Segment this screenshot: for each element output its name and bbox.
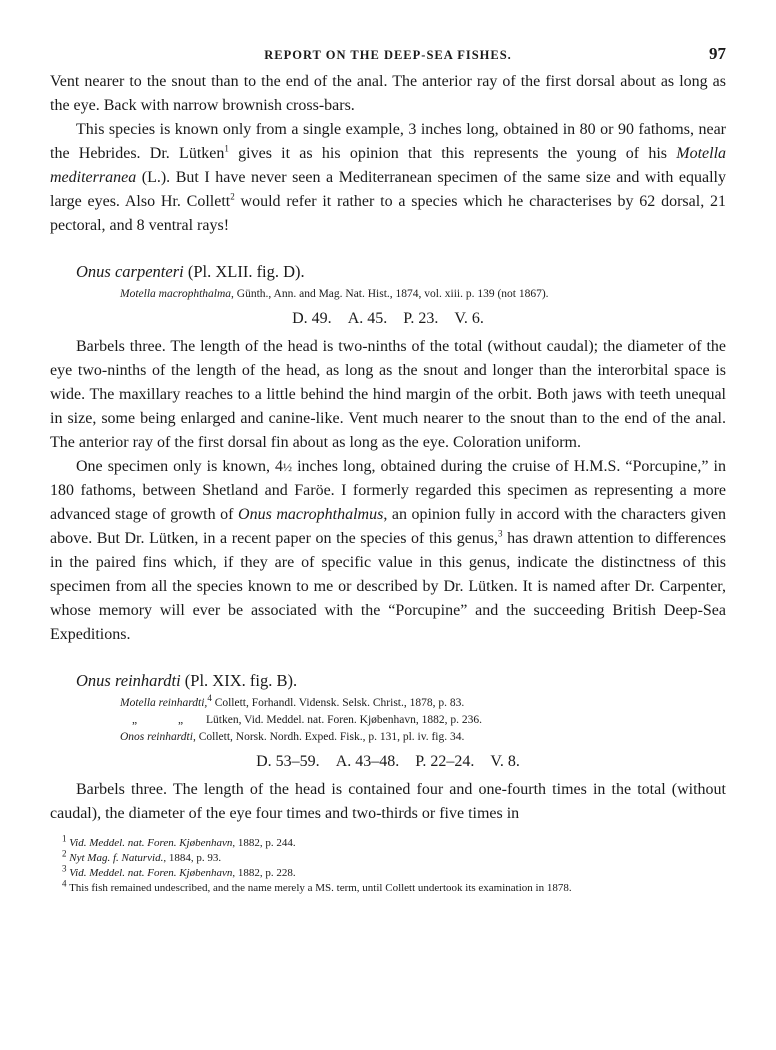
synonymy-line: Motella reinhardti,$^4$ Collett, Forhandl. Vidensk. Selsk. Christ., 1878, p. 83. xyxy=(120,693,465,709)
paragraph-specimen-carpenteri: One specimen only is known, 4½ inches long, obtained during the cruise of H.M.S. “Porcupine,” in 180 fathoms, between Shetland and Faröe. I formerly regarded this specimen as representing a more advanced stage of growth of Onus macrophthalmus, an opinion fully in accord with the characters given above. But Dr. Lütken, in a recent paper on the species of this genus,$^3$ has drawn attention to differences in the paired fins which, if they are of specific value in this genus, indicate the distinctness of this specimen from all the species known to me or described by Dr. Lütken. It is named after Dr. Carpenter, whose memory will ever be associated with the “Porcupine” and the succeeding British Deep-Sea Expeditions. xyxy=(50,458,727,643)
footnote-ref-4[interactable]: 4 xyxy=(207,693,212,704)
synonymy-line: Onos reinhardti, Collett, Norsk. Nordh. Exped. Fisk., p. 131, pl. iv. fig. 34. xyxy=(120,731,465,743)
running-title: REPORT ON THE DEEP-SEA FISHES. xyxy=(264,48,512,62)
fin-formula: D. 53–59. A. 43–48. P. 22–24. V. 8. xyxy=(256,753,520,770)
footnote-ref-1[interactable]: 1 xyxy=(224,143,229,154)
footnote-ref-3[interactable]: 3 xyxy=(498,528,503,539)
species-name: Onus macrophthalmus xyxy=(238,506,384,523)
synonymy-line: Motella macrophthalma, Günth., Ann. and Mag. Nat. Hist., 1874, vol. xiii. p. 139 (not 1867). xyxy=(120,288,549,300)
species-heading-carpenteri: Onus carpenteri (Pl. XLII. fig. D). xyxy=(76,262,305,281)
species-name: Motella mediterranea xyxy=(50,145,727,186)
paragraph-hebrides: This species is known only from a single example, 3 inches long, obtained in 80 or 90 fathoms, near the Hebrides. Dr. Lütken$^1$ gives it as his opinion that this represents the young of his Motella mediterranea (L.). But I have never seen a Mediterranean specimen of the same size and with equally large eyes. Also Hr. Collett$^2$ would refer it rather to a species which he characterises by 62 dorsal, 21 pectoral, and 8 ventral rays! xyxy=(50,121,727,234)
footnote-ref-2[interactable]: 2 xyxy=(230,191,235,202)
page-number: 97 xyxy=(709,44,726,63)
paragraph-description-carpenteri: Barbels three. The length of the head is two-ninths of the total (without caudal); the diameter of the eye two-ninths of the length of the head, as long as the snout and longer than the interorbital space is wide. The maxillary reaches to a little behind the hind margin of the orbit. Both jaws with teeth unequal in size, some being enlarged and canine-like. Vent much nearer to the snout than to the end of the anal. The anterior ray of the first dorsal fin about as long as the eye. Coloration uniform. xyxy=(50,338,726,451)
fin-formula: D. 49. A. 45. P. 23. V. 6. xyxy=(292,310,484,327)
paragraph-continued: Vent nearer to the snout than to the end of the anal. The anterior ray of the first dorsal about as long as the eye. Back with narrow brownish cross-bars. xyxy=(50,73,726,114)
paragraph-description-reinhardti: Barbels three. The length of the head is contained four and one-fourth times in the total (without caudal), the diameter of the eye four times and two-thirds or five times in xyxy=(50,781,726,822)
footnote: $^3$ Vid. Meddel. nat. Foren. Kjøbenhavn, 1882, p. 228. xyxy=(62,863,296,879)
footnote: $^1$ Vid. Meddel. nat. Foren. Kjøbenhavn, 1882, p. 244. xyxy=(62,833,296,849)
page xyxy=(50,40,726,896)
footnote: $^4$ This fish remained undescribed, and the name merely a MS. term, until Collett undertook its examination in 1878. xyxy=(62,878,572,894)
species-heading-reinhardti: Onus reinhardti (Pl. XIX. fig. B). xyxy=(76,671,298,690)
footnotes xyxy=(50,833,726,896)
synonymy-line: „ „ Lütken, Vid. Meddel. nat. Foren. Kjøbenhavn, 1882, p. 236. xyxy=(132,714,483,726)
running-header xyxy=(50,40,726,70)
footnote: $^2$ Nyt Mag. f. Naturvid., 1884, p. 93. xyxy=(62,848,222,864)
